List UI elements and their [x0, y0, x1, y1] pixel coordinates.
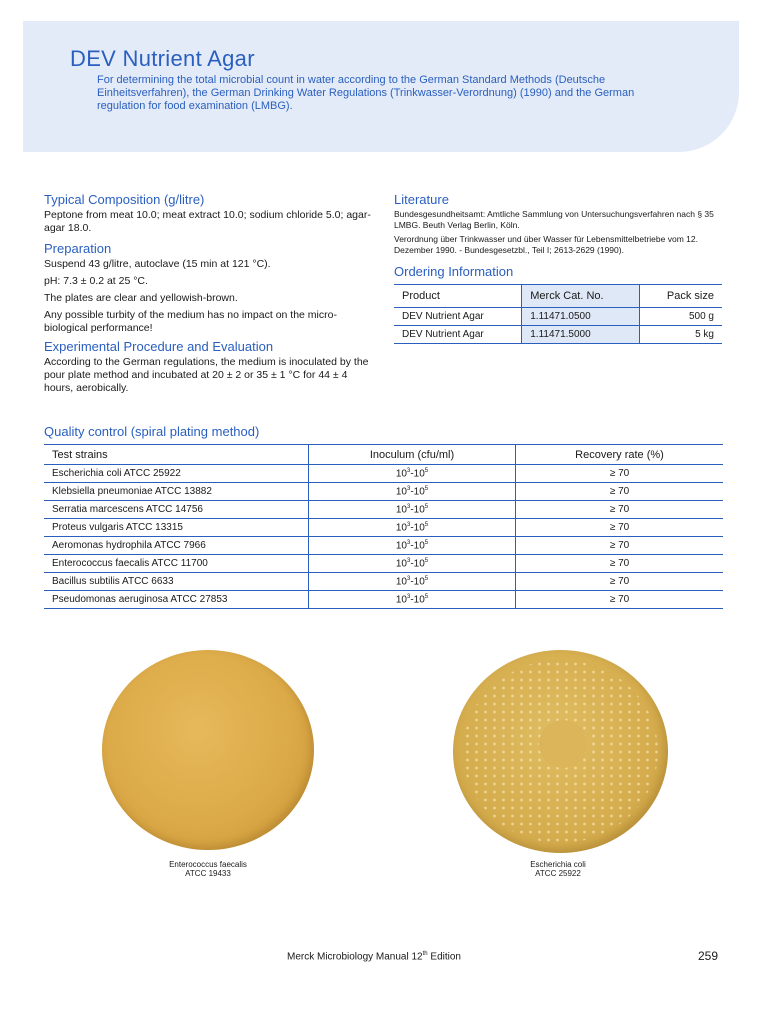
inoculum-exponent: 5 — [424, 485, 429, 492]
plate-center-spot — [539, 720, 587, 768]
inoculum-exponent: 3 — [406, 539, 411, 546]
qc-table — [44, 444, 723, 609]
table-row — [44, 501, 723, 519]
preparation-line: pH: 7.3 ± 0.2 at 25 °C. — [44, 275, 148, 287]
inoculum-exponent: 5 — [424, 521, 429, 528]
qc-recovery: ≥ 70 — [516, 591, 724, 609]
table-row — [394, 326, 722, 344]
inoculum-exponent: 5 — [424, 503, 429, 510]
footer-manual-sup: th — [422, 951, 428, 957]
qc-inoculum — [309, 519, 516, 537]
preparation-line: The plates are clear and yellowish-brown. — [44, 292, 238, 304]
inoculum-exponent: 3 — [406, 467, 411, 474]
qc-strain: Enterococcus faecalis ATCC 11700 — [44, 555, 309, 573]
page-subtitle: For determining the total microbial count in water according to the German Standard Methods (Deutsche Einheitsverfahren), the German Drinking Water Regulations (Trinkwasser-Verordnung) (1990) and the German regulation for food examination (LMBG). — [97, 74, 635, 112]
footer-manual-prefix: Merck Microbiology Manual 12 — [287, 951, 423, 963]
inoculum-base: 10 — [395, 522, 407, 534]
inoculum-separator: -10 — [410, 540, 425, 552]
inoculum-exponent: 5 — [424, 557, 429, 564]
qc-inoculum — [309, 465, 516, 483]
table-row — [44, 555, 723, 573]
footer-manual — [287, 951, 461, 962]
ordering-col-pack: Pack size — [639, 285, 722, 308]
inoculum-base: 10 — [395, 504, 407, 516]
caption-line: Enterococcus faecalis — [169, 860, 247, 869]
qc-inoculum — [309, 555, 516, 573]
ordering-table — [394, 284, 722, 344]
qc-strain: Aeromonas hydrophila ATCC 7966 — [44, 537, 309, 555]
inoculum-separator: -10 — [410, 486, 425, 498]
page-number: 259 — [698, 949, 719, 963]
qc-recovery: ≥ 70 — [516, 465, 724, 483]
ordering-heading: Ordering Information — [394, 264, 514, 279]
literature-line: Bundesgesundheitsamt: Amtliche Sammlung von Untersuchungsverfahren nach § 35 LMBG. Beuth Verlag Berlin, Köln. — [394, 209, 714, 230]
inoculum-base: 10 — [395, 486, 407, 498]
caption-line: Escherichia coli — [530, 860, 586, 869]
inoculum-exponent: 3 — [406, 521, 411, 528]
inoculum-separator: -10 — [410, 522, 425, 534]
qc-inoculum — [309, 591, 516, 609]
plate-caption-right — [498, 860, 618, 878]
composition-text: Peptone from meat 10.0; meat extract 10.0; sodium chloride 5.0; agar-agar 18.0. — [44, 209, 371, 234]
ordering-cat-no: 1.11471.0500 — [522, 308, 640, 326]
qc-header-row — [44, 445, 723, 465]
qc-recovery: ≥ 70 — [516, 519, 724, 537]
inoculum-separator: -10 — [410, 468, 425, 480]
inoculum-exponent: 3 — [406, 485, 411, 492]
procedure-text: According to the German regulations, the medium is inoculated by the pour plate method and incubated at 20 ± 2 or 35 ± 1 °C for 44 ± 4 hours, aerobically. — [44, 356, 369, 394]
inoculum-exponent: 5 — [424, 539, 429, 546]
table-row — [394, 308, 722, 326]
qc-recovery: ≥ 70 — [516, 537, 724, 555]
table-row — [44, 537, 723, 555]
qc-inoculum — [309, 483, 516, 501]
table-row — [44, 573, 723, 591]
inoculum-base: 10 — [395, 540, 407, 552]
inoculum-base: 10 — [395, 558, 407, 570]
qc-recovery: ≥ 70 — [516, 501, 724, 519]
composition-heading: Typical Composition (g/litre) — [44, 192, 205, 207]
qc-col-strain: Test strains — [44, 445, 309, 465]
caption-line: ATCC 25922 — [535, 869, 581, 878]
ordering-header-row — [394, 285, 722, 308]
inoculum-exponent: 3 — [406, 575, 411, 582]
qc-strain: Escherichia coli ATCC 25922 — [44, 465, 309, 483]
ordering-pack-size: 5 kg — [639, 326, 722, 344]
qc-inoculum — [309, 537, 516, 555]
ordering-col-cat: Merck Cat. No. — [522, 285, 640, 308]
ordering-cat-no: 1.11471.5000 — [522, 326, 640, 344]
agar-plate-ecoli-image — [453, 650, 668, 853]
footer-manual-suffix: Edition — [427, 951, 461, 963]
literature-line: Verordnung über Trinkwasser und über Wasser für Lebensmittelbetriebe vom 12. Dezember 1990. - Bundesgesetzbl., Teil I; 2613-2629 (1990). — [394, 234, 698, 255]
preparation-line: Suspend 43 g/litre, autoclave (15 min at 121 °C). — [44, 258, 271, 270]
inoculum-exponent: 3 — [406, 503, 411, 510]
qc-recovery: ≥ 70 — [516, 555, 724, 573]
qc-body — [44, 465, 723, 609]
qc-inoculum — [309, 501, 516, 519]
qc-heading: Quality control (spiral plating method) — [44, 424, 260, 439]
qc-recovery: ≥ 70 — [516, 573, 724, 591]
inoculum-exponent: 5 — [424, 575, 429, 582]
preparation-text — [44, 258, 374, 339]
plate-caption-left — [148, 860, 268, 878]
preparation-heading: Preparation — [44, 241, 112, 256]
qc-recovery: ≥ 70 — [516, 483, 724, 501]
table-row — [44, 483, 723, 501]
literature-heading: Literature — [394, 192, 449, 207]
literature-text — [394, 209, 724, 259]
procedure-heading: Experimental Procedure and Evaluation — [44, 339, 274, 354]
inoculum-base: 10 — [395, 468, 407, 480]
ordering-col-product: Product — [394, 285, 522, 308]
page-title: DEV Nutrient Agar — [70, 46, 255, 71]
preparation-line: Any possible turbity of the medium has no impact on the micro-biological performance! — [44, 309, 337, 334]
ordering-product: DEV Nutrient Agar — [394, 326, 522, 344]
inoculum-exponent: 3 — [406, 593, 411, 600]
inoculum-base: 10 — [395, 594, 407, 606]
inoculum-separator: -10 — [410, 504, 425, 516]
inoculum-separator: -10 — [410, 576, 425, 588]
table-row — [44, 465, 723, 483]
qc-strain: Proteus vulgaris ATCC 13315 — [44, 519, 309, 537]
qc-strain: Pseudomonas aeruginosa ATCC 27853 — [44, 591, 309, 609]
inoculum-base: 10 — [395, 576, 407, 588]
inoculum-separator: -10 — [410, 594, 425, 606]
inoculum-exponent: 3 — [406, 557, 411, 564]
agar-plate-enterococcus-image — [102, 650, 314, 850]
inoculum-exponent: 5 — [424, 593, 429, 600]
ordering-product: DEV Nutrient Agar — [394, 308, 522, 326]
qc-strain: Bacillus subtilis ATCC 6633 — [44, 573, 309, 591]
table-row — [44, 519, 723, 537]
qc-col-recovery: Recovery rate (%) — [516, 445, 724, 465]
qc-strain: Serratia marcescens ATCC 14756 — [44, 501, 309, 519]
inoculum-exponent: 5 — [424, 467, 429, 474]
table-row — [44, 591, 723, 609]
qc-inoculum — [309, 573, 516, 591]
ordering-pack-size: 500 g — [639, 308, 722, 326]
caption-line: ATCC 19433 — [185, 869, 231, 878]
inoculum-separator: -10 — [410, 558, 425, 570]
qc-col-inoculum: Inoculum (cfu/ml) — [309, 445, 516, 465]
qc-strain: Klebsiella pneumoniae ATCC 13882 — [44, 483, 309, 501]
